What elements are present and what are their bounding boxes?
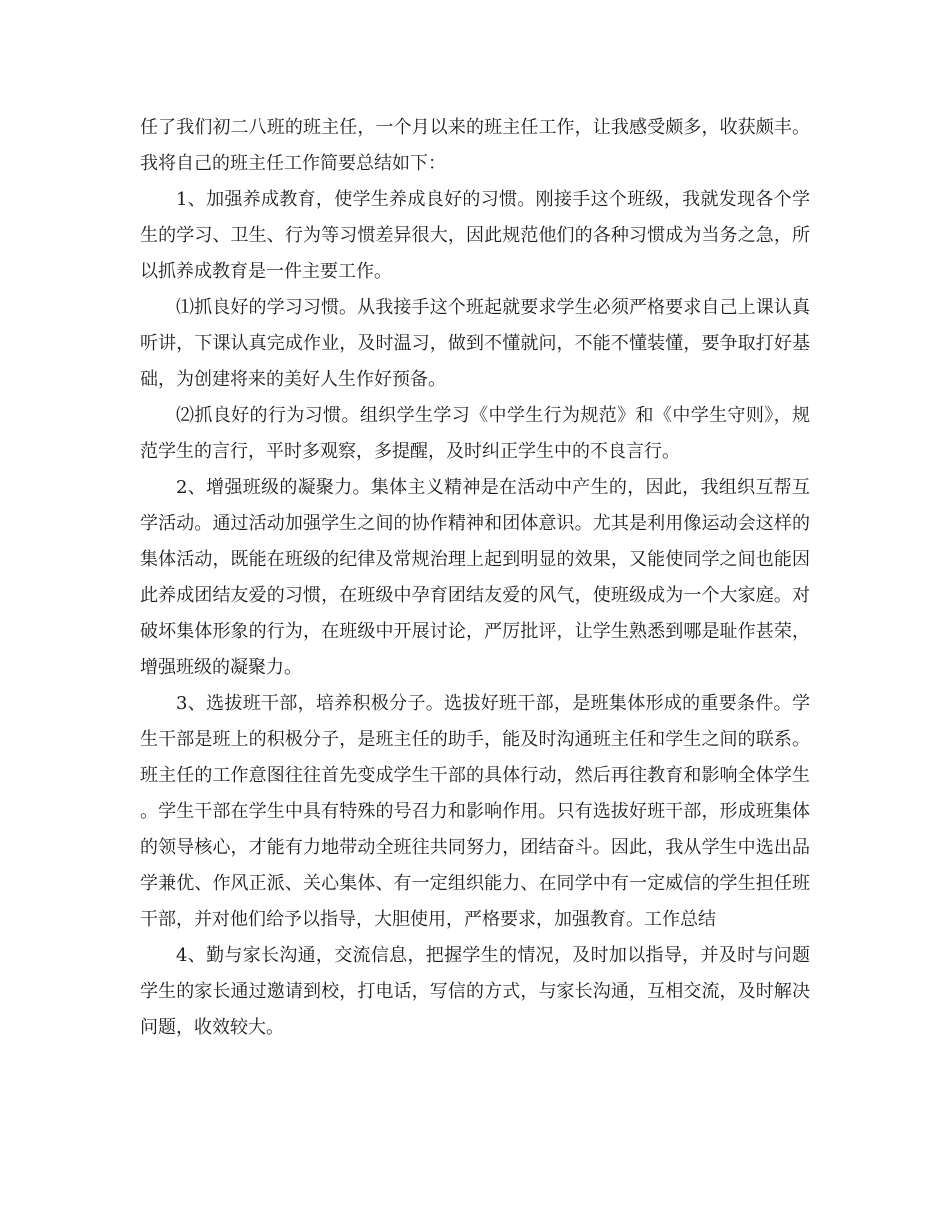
paragraph-class-cohesion: 2、增强班级的凝聚力。集体主义精神是在活动中产生的，因此，我组织互帮互学活动。通过活动加强学生之间的协作精神和团体意识。尤其是利用像运动会这样的集体活动，既能在班级的纪律及常规治理上起到明显的效果，又能使同学之间也能因此养成团结友爱的习惯，在班级中孕育团结友爱的风气，使班级成为一个大家庭。对破坏集体形象的行为，在班级中开展讨论，严厉批评，让学生熟悉到哪是耻作甚荣，增强班级的凝聚力。 bbox=[140, 477, 810, 678]
paragraph-intro: 任了我们初二八班的班主任，一个月以来的班主任工作，让我感受颇多，收获颇丰。我将自己的班主任工作简要总结如下： bbox=[140, 117, 810, 174]
paragraph-class-leaders: 3、选拔班干部，培养积极分子。选拔好班干部，是班集体形成的重要条件。学生干部是班上的积极分子，是班主任的助手，能及时沟通班主任和学生之间的联系。班主任的工作意图往往首先变成学生干部的具体行动，然后再往教育和影响全体学生。学生干部在学生中具有特殊的号召力和影响作用。只有选拔好班干部，形成班集体的领导核心，才能有力地带动全班往共同努力，团结奋斗。因此，我从学生中选出品学兼优、作风正派、关心集体、有一定组织能力、在同学中有一定威信的学生担任班干部，并对他们给予以指导，大胆使用，严格要求，加强教育。工作总结 bbox=[140, 693, 810, 930]
paragraph-behavior-habits: ⑵抓良好的行为习惯。组织学生学习《中学生行为规范》和《中学生守则》，规范学生的言行，平时多观察，多提醒，及时纠正学生中的不良言行。 bbox=[140, 405, 810, 462]
paragraph-habit-education: 1、加强养成教育，使学生养成良好的习惯。刚接手这个班级，我就发现各个学生的学习、卫生、行为等习惯差异很大，因此规范他们的各种习惯成为当务之急，所以抓养成教育是一件主要工作。 bbox=[140, 189, 810, 282]
document-body bbox=[140, 110, 810, 1046]
paragraph-study-habits: ⑴抓良好的学习习惯。从我接手这个班起就要求学生必须严格要求自己上课认真听讲，下课认真完成作业，及时温习，做到不懂就问，不能不懂装懂，要争取打好基础，为创建将来的美好人生作好预备。 bbox=[140, 297, 810, 390]
paragraph-parent-communication: 4、勤与家长沟通，交流信息，把握学生的情况，及时加以指导，并及时与问题学生的家长通过邀请到校，打电话，写信的方式，与家长沟通，互相交流，及时解决问题，收效较大。 bbox=[140, 945, 810, 1038]
